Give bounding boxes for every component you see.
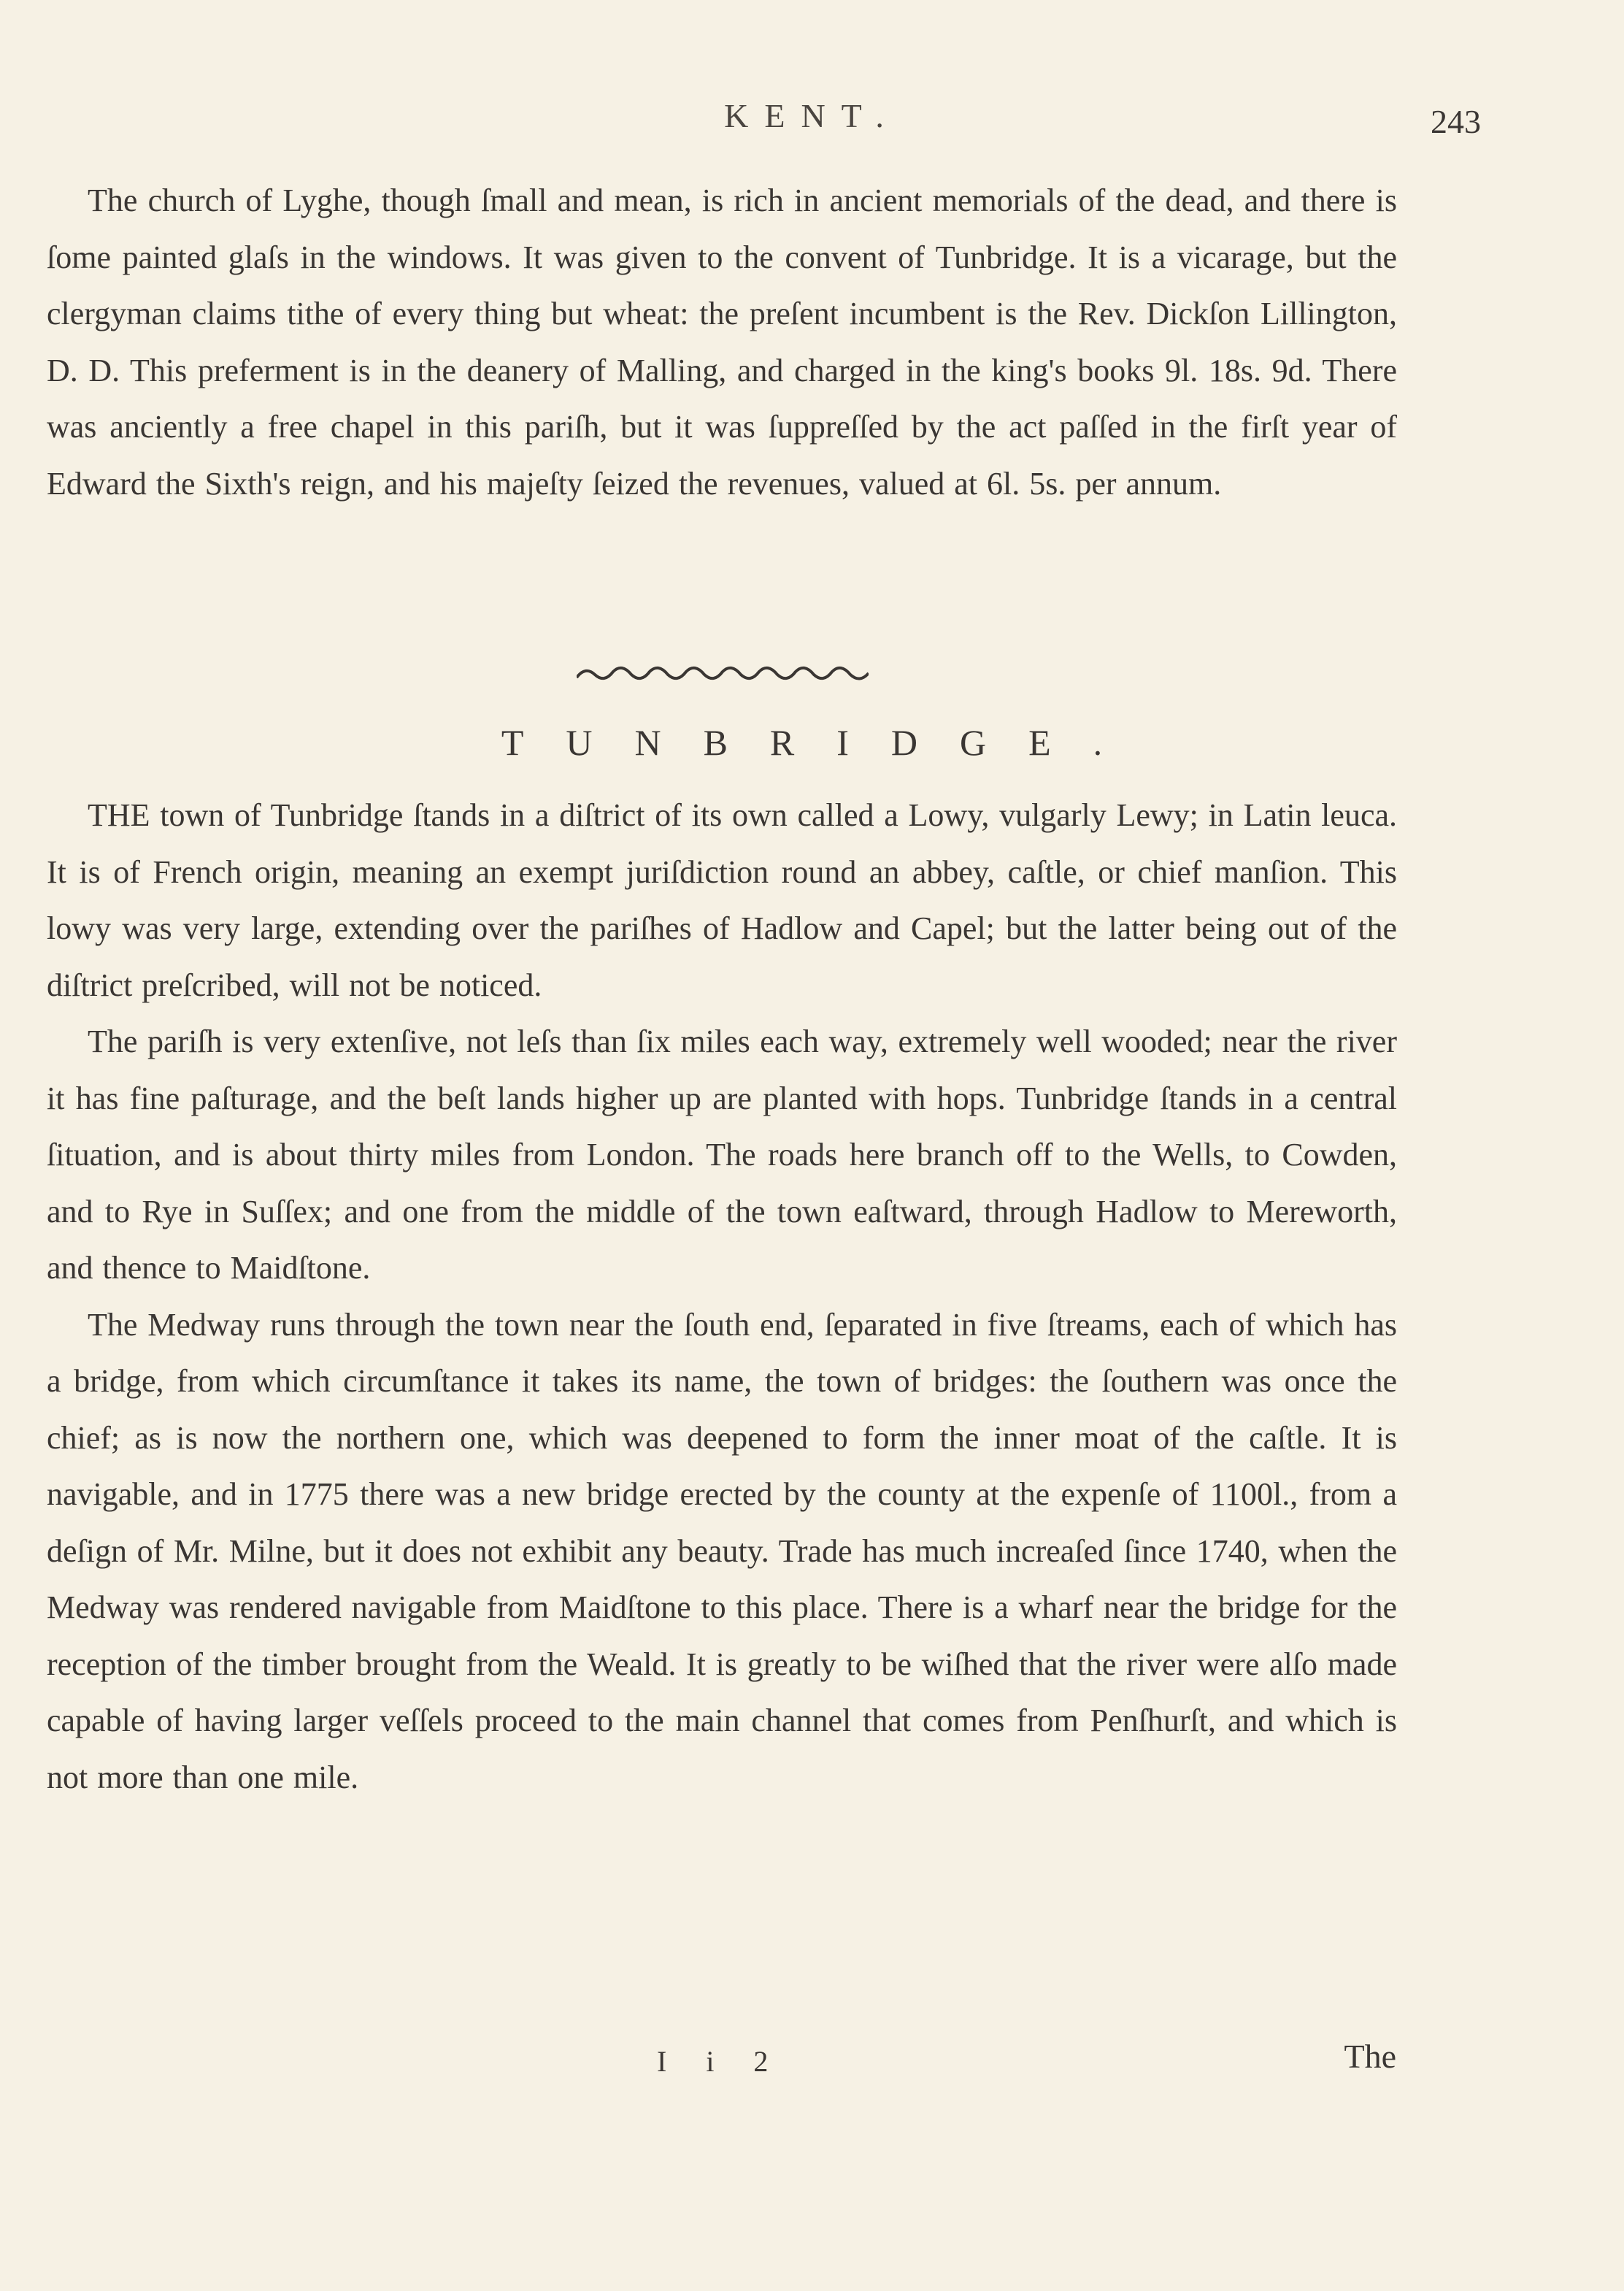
catchword: The	[1344, 2038, 1396, 2075]
ornamental-rule	[577, 663, 869, 685]
church-paragraph-block	[47, 172, 1397, 512]
page-number: 243	[1431, 103, 1481, 140]
section-title: TUNBRIDGE.	[501, 722, 1145, 763]
tunbridge-text-block	[47, 787, 1397, 1805]
church-paragraph: The church of Lyghe, though ſmall and mean, is rich in ancient memorials of the dead, and there is ſome painted glaſs in the windows. It was given to the convent of Tunbridge. It is a vicarage, but the clergyman claims tithe of every thing but wheat: the preſent incumbent is the Rev. Dickſon Lillington, D. D. This preferment is in the deanery of Malling, and charged in the king's books 9l. 18s. 9d. There was anciently a free chapel in this pariſh, but it was ſuppreſſed by the act paſſed in the firſt year of Edward the Sixth's reign, and his majeſty ſeized the revenues, valued at 6l. 5s. per annum.	[47, 183, 1397, 502]
running-head: KENT.	[724, 97, 900, 134]
page-footer	[0, 2037, 1624, 2088]
tunbridge-paragraph-1: THE town of Tunbridge ſtands in a diſtrict of its own called a Lowy, vulgarly Lewy; in Latin leuca. It is of French origin, meaning an exempt juriſdiction round an abbey, caſtle, or chief manſion. This lowy was very large, extending over the pariſhes of Hadlow and Capel; but the latter being out of the diſtrict preſcribed, will not be noticed.	[47, 797, 1397, 1003]
signature-mark: I i 2	[657, 2045, 785, 2078]
tunbridge-paragraph-3: The Medway runs through the town near the ſouth end, ſeparated in five ſtreams, each of which has a bridge, from which circumſtance it takes its name, the town of bridges: the ſouthern was once the chief; as is now the northern one, which was deepened to form the inner moat of the caſtle. It is navigable, and in 1775 there was a new bridge erected by the county at the expenſe of 1100l., from a deſign of Mr. Milne, but it does not exhibit any beauty. Trade has much increaſed ſince 1740, when the Medway was rendered navigable from Maidſtone to this place. There is a wharf near the bridge for the reception of the timber brought from the Weald. It is greatly to be wiſhed that the river were alſo made capable of having larger veſſels proceed to the main channel that comes from Penſhurſt, and which is not more than one mile.	[47, 1306, 1397, 1795]
tunbridge-paragraph-2: The pariſh is very extenſive, not leſs than ſix miles each way, extremely well wooded; near the river it has fine paſturage, and the beſt lands higher up are planted with hops. Tunbridge ſtands in a central ſituation, and is about thirty miles from London. The roads here branch off to the Wells, to Cowden, and to Rye in Suſſex; and one from the middle of the town eaſtward, through Hadlow to Mereworth, and thence to Maidſtone.	[47, 1024, 1397, 1286]
